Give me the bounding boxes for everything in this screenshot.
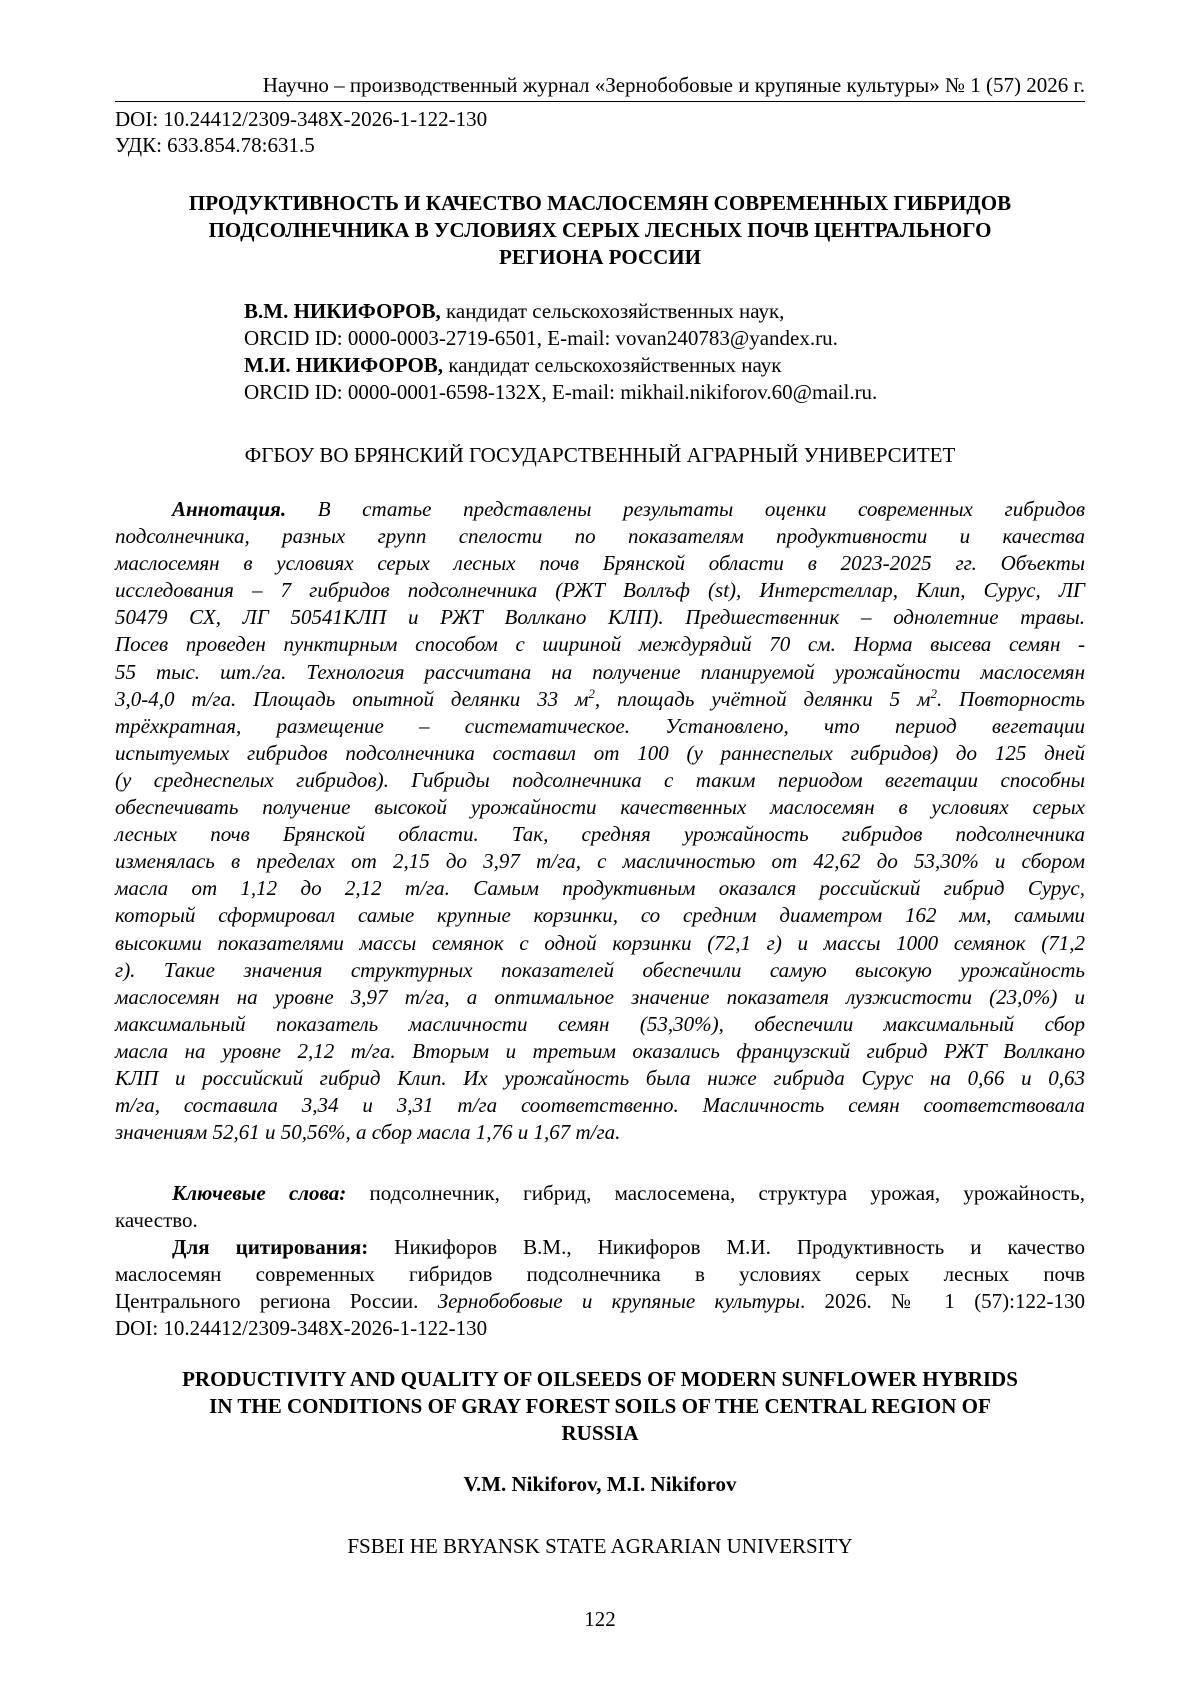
page-number: 122 [584, 1607, 616, 1631]
keywords [115, 1180, 1085, 1234]
citation-label: Для цитирования: [172, 1235, 369, 1259]
citation-line: Центрального региона России. Зернобобовые и крупяные культуры. 2026. № 1 (57):122-130 [115, 1289, 1086, 1313]
abstract-line: 55 тыс. шт./га. Технология рассчитана на получение планируемой урожайности маслосемян [115, 659, 1085, 684]
abstract-line: значениям 52,61 и 50,56%, а сбор масла 1,76 и 1,67 т/га. [115, 1120, 621, 1145]
abstract-label: Аннотация. [172, 497, 287, 521]
citation [115, 1234, 1085, 1342]
header-rule [115, 101, 1085, 102]
abstract-line: подсолнечника, разных групп спелости по показателям продуктивности и качества [115, 524, 1085, 549]
article-title-ru [115, 190, 1085, 271]
author-2-name: М.И. НИКИФОРОВ, [244, 353, 444, 377]
abstract-line: трёхкратная, размещение – систематическое. Установлено, что период вегетации [115, 713, 1085, 738]
affiliation-en: FSBEI HE BRYANSK STATE AGRARIAN UNIVERSITY [347, 1534, 853, 1558]
abstract-line: исследования – 7 гибридов подсолнечника (РЖТ Воллъф (st), Интерстеллар, Клип, Сурус, ЛГ [115, 578, 1085, 603]
title-ru-line: ПОДСОЛНЕЧНИКА В УСЛОВИЯХ СЕРЫХ ЛЕСНЫХ ПОЧВ ЦЕНТРАЛЬНОГО [208, 218, 992, 242]
abstract-line: КЛП и российский гибрид Клип. Их урожайность была ниже гибрида Сурус на 0,66 и 0,63 [115, 1065, 1085, 1090]
citation-journal: Зернобобовые и крупяные культуры [437, 1289, 800, 1313]
citation-line: DOI: 10.24412/2309-348X-2026-1-122-130 [115, 1316, 488, 1340]
abstract-line: Посев проведен пунктирным способом с шириной междурядий 70 см. Норма высева семян - [115, 632, 1085, 657]
abstract-line: лесных почв Брянской области. Так, средняя урожайность гибридов подсолнечника [115, 822, 1085, 847]
author-1-ids: ORCID ID: 0000-0003-2719-6501, E-mail: vovan240783@yandex.ru. [244, 326, 838, 350]
doi-line: DOI: 10.24412/2309-348X-2026-1-122-130 [115, 107, 488, 131]
title-ru-line: РЕГИОНА РОССИИ [499, 245, 701, 269]
abstract-line: который сформировал самые крупные корзинки, со средним диаметром 162 мм, самыми [115, 903, 1085, 928]
abstract-line: обеспечивать получение высокой урожайности качественных маслосемян в условиях серых [115, 795, 1085, 820]
abstract-line: высокими показателями массы семянок с одной корзинки (72,1 г) и массы 1000 семянок (71,2 [115, 930, 1085, 955]
abstract-line: 50479 СХ, ЛГ 50541КЛП и РЖТ Воллкано КЛП). Предшественник – однолетние травы. [115, 605, 1085, 630]
udk-line: УДК: 633.854.78:631.5 [115, 133, 315, 157]
title-ru-line: ПРОДУКТИВНОСТЬ И КАЧЕСТВО МАСЛОСЕМЯН СОВРЕМЕННЫХ ГИБРИДОВ [188, 191, 1012, 215]
citation-line: Для цитирования: Никифоров В.М., Никифоров М.И. Продуктивность и качество [172, 1235, 1085, 1259]
author-1 [244, 298, 877, 325]
author-2-ids: ORCID ID: 0000-0001-6598-132X, E-mail: mikhail.nikiforov.60@mail.ru. [244, 380, 878, 404]
keywords-line: качество. [115, 1208, 198, 1232]
title-en-line: PRODUCTIVITY AND QUALITY OF OILSEEDS OF MODERN SUNFLOWER HYBRIDS [182, 1367, 1018, 1391]
abstract-line: Аннотация. В статье представлены результаты оценки современных гибридов [172, 497, 1085, 521]
authors-block [244, 298, 877, 406]
abstract-line: (у среднеспелых гибридов). Гибриды подсолнечника с таким периодом вегетации способны [115, 767, 1085, 792]
abstract-line: масла от 1,12 до 2,12 т/га. Самым продуктивным оказался российский гибрид Сурус, [115, 876, 1085, 901]
author-1-name: В.М. НИКИФОРОВ, [244, 299, 441, 323]
author-1-degree: кандидат сельскохозяйственных наук, [440, 299, 785, 323]
keywords-line: Ключевые слова: подсолнечник, гибрид, маслосемена, структура урожая, урожайность, [172, 1181, 1085, 1205]
author-2-degree: кандидат сельскохозяйственных наук [443, 353, 782, 377]
article-title-en [115, 1366, 1085, 1447]
abstract [115, 496, 1085, 1146]
author-2 [244, 352, 877, 379]
title-en-line: IN THE CONDITIONS OF GRAY FOREST SOILS OF THE CENTRAL REGION OF [209, 1394, 991, 1418]
authors-en: V.M. Nikiforov, M.I. Nikiforov [463, 1472, 737, 1496]
affiliation-ru: ФГБОУ ВО БРЯНСКИЙ ГОСУДАРСТВЕННЫЙ АГРАРНЫЙ УНИВЕРСИТЕТ [244, 443, 956, 467]
abstract-line: т/га, составила 3,34 и 3,31 т/га соответственно. Масличность семян соответствовала [115, 1093, 1085, 1118]
abstract-line: маслосемян в условиях серых лесных почв Брянской области в 2023-2025 гг. Объекты [115, 551, 1085, 576]
abstract-line: маслосемян на уровне 3,97 т/га, а оптимальное значение показателя лузжистости (23,0%) и [115, 984, 1085, 1009]
abstract-line: максимальный показатель масличности семян (53,30%), обеспечили максимальный сбор [115, 1011, 1085, 1036]
abstract-line: испытуемых гибридов подсолнечника составил от 100 (у раннеспелых гибридов) до 125 дней [115, 740, 1085, 765]
keywords-label: Ключевые слова: [172, 1181, 347, 1205]
abstract-line: г). Такие значения структурных показателей обеспечили самую высокую урожайность [115, 957, 1085, 982]
abstract-line: изменялась в пределах от 2,15 до 3,97 т/га, с масличностью от 42,62 до 53,30% и сбором [115, 849, 1085, 874]
abstract-line: 3,0-4,0 т/га. Площадь опытной делянки 33 $м^2$, площадь учётной делянки 5 $м^2$. Повторность [115, 685, 1085, 711]
journal-header: Научно – производственный журнал «Зернобобовые и крупяные культуры» № 1 (57) 2026 г. [262, 73, 1085, 97]
citation-line: маслосемян современных гибридов подсолнечника в условиях серых лесных почв [115, 1262, 1085, 1286]
abstract-line: масла на уровне 2,12 т/га. Вторым и третьим оказались французский гибрид РЖТ Воллкано [115, 1038, 1085, 1063]
title-en-line: RUSSIA [561, 1421, 639, 1445]
